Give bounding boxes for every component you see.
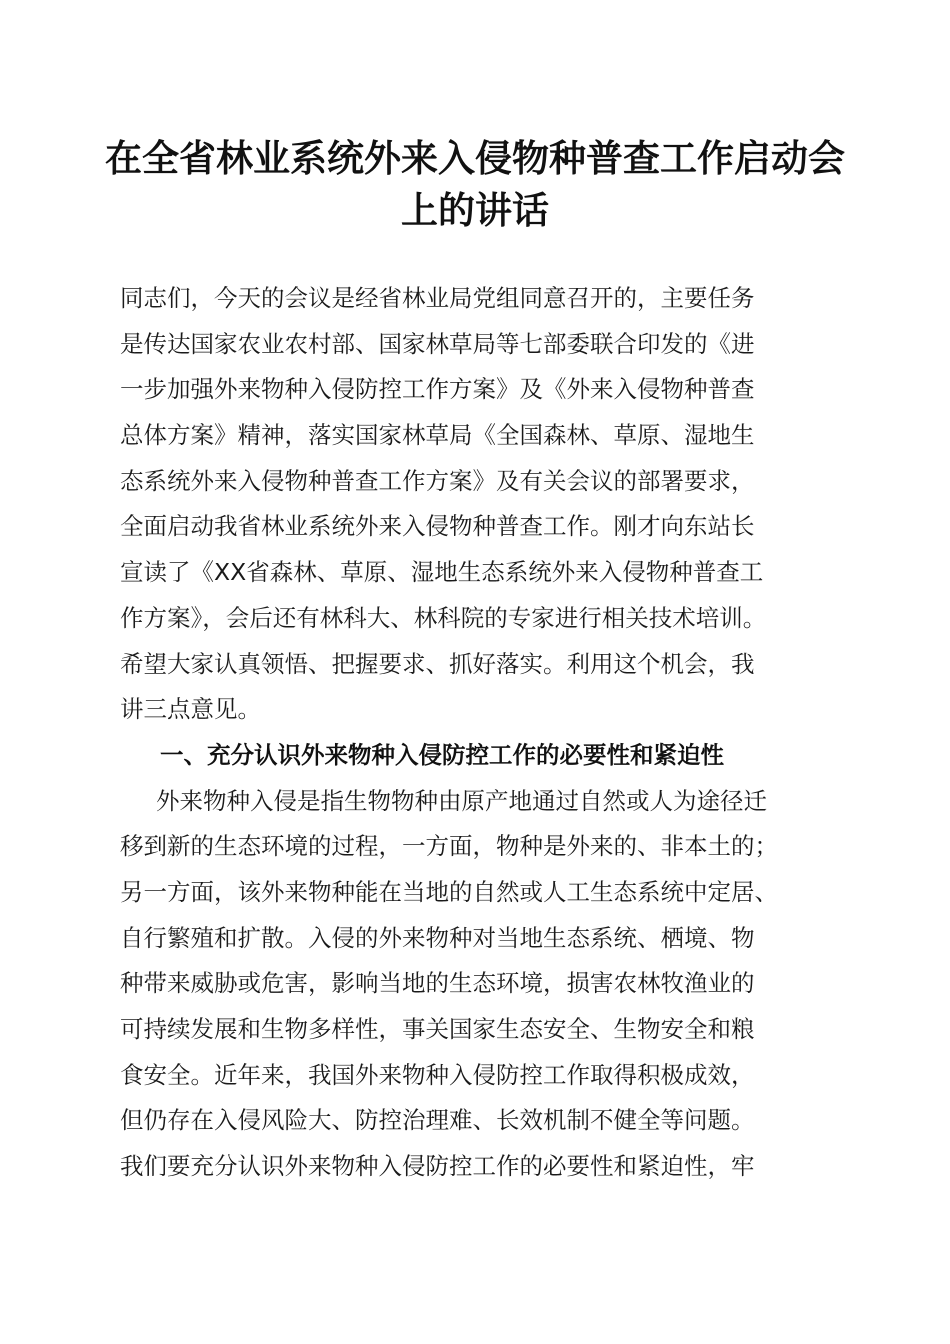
intro-line-9: 希望大家认真领悟、把握要求、抓好落实。利用这个机会，我 <box>120 649 755 678</box>
section-line-4: 自行繁殖和扩散。入侵的外来物种对当地生态系统、栖境、物 <box>120 923 755 952</box>
document-body <box>120 276 832 1190</box>
intro-line-1: 同志们，今天的会议是经省林业局党组同意召开的，主要任务 <box>120 284 755 312</box>
intro-line-7: 宣读了《XX省森林、草原、湿地生态系统外来入侵物种普查工 <box>120 558 764 587</box>
section-heading: 一、充分认识外来物种入侵防控工作的必要性和紧迫性 <box>160 740 724 769</box>
intro-line-8: 作方案》，会后还有林科大、林科院的专家进行相关技术培训。 <box>120 603 767 632</box>
section-line-9: 我们要充分认识外来物种入侵防控工作的必要性和紧迫性，牢 <box>120 1152 755 1181</box>
intro-line-5: 态系统外来入侵物种普查工作方案》及有关会议的部署要求， <box>120 466 755 495</box>
intro-line-10: 讲三点意见。 <box>120 695 261 724</box>
intro-line-6: 全面启动我省林业系统外来入侵物种普查工作。刚才向东站长 <box>120 512 755 541</box>
intro-line-3: 一步加强外来物种入侵防控工作方案》及《外来入侵物种普查 <box>120 375 755 404</box>
intro-line-4: 总体方案》精神，落实国家林草局《全国森林、草原、湿地生 <box>120 421 755 450</box>
section-line-8: 但仍存在入侵风险大、防控治理难、长效机制不健全等问题。 <box>120 1106 755 1135</box>
section-line-3: 另一方面，该外来物种能在当地的自然或人工生态系统中定居、 <box>120 877 778 906</box>
section-line-2: 移到新的生态环境的过程，一方面，物种是外来的、非本土的； <box>120 832 778 861</box>
document-title <box>90 132 860 236</box>
intro-line-2: 是传达国家农业农村部、国家林草局等七部委联合印发的《进 <box>120 329 755 358</box>
title-line-2: 上的讲话 <box>401 188 549 232</box>
section-line-5: 种带来威胁或危害，影响当地的生态环境，损害农林牧渔业的 <box>120 969 755 998</box>
section-line-7: 食安全。近年来，我国外来物种入侵防控工作取得积极成效， <box>120 1060 755 1089</box>
section-line-1: 外来物种入侵是指生物物种由原产地通过自然或人为途径迁 <box>156 786 767 815</box>
title-line-1: 在全省林业系统外来入侵物种普查工作启动会 <box>105 136 845 180</box>
section-line-6: 可持续发展和生物多样性，事关国家生态安全、生物安全和粮 <box>120 1015 755 1043</box>
